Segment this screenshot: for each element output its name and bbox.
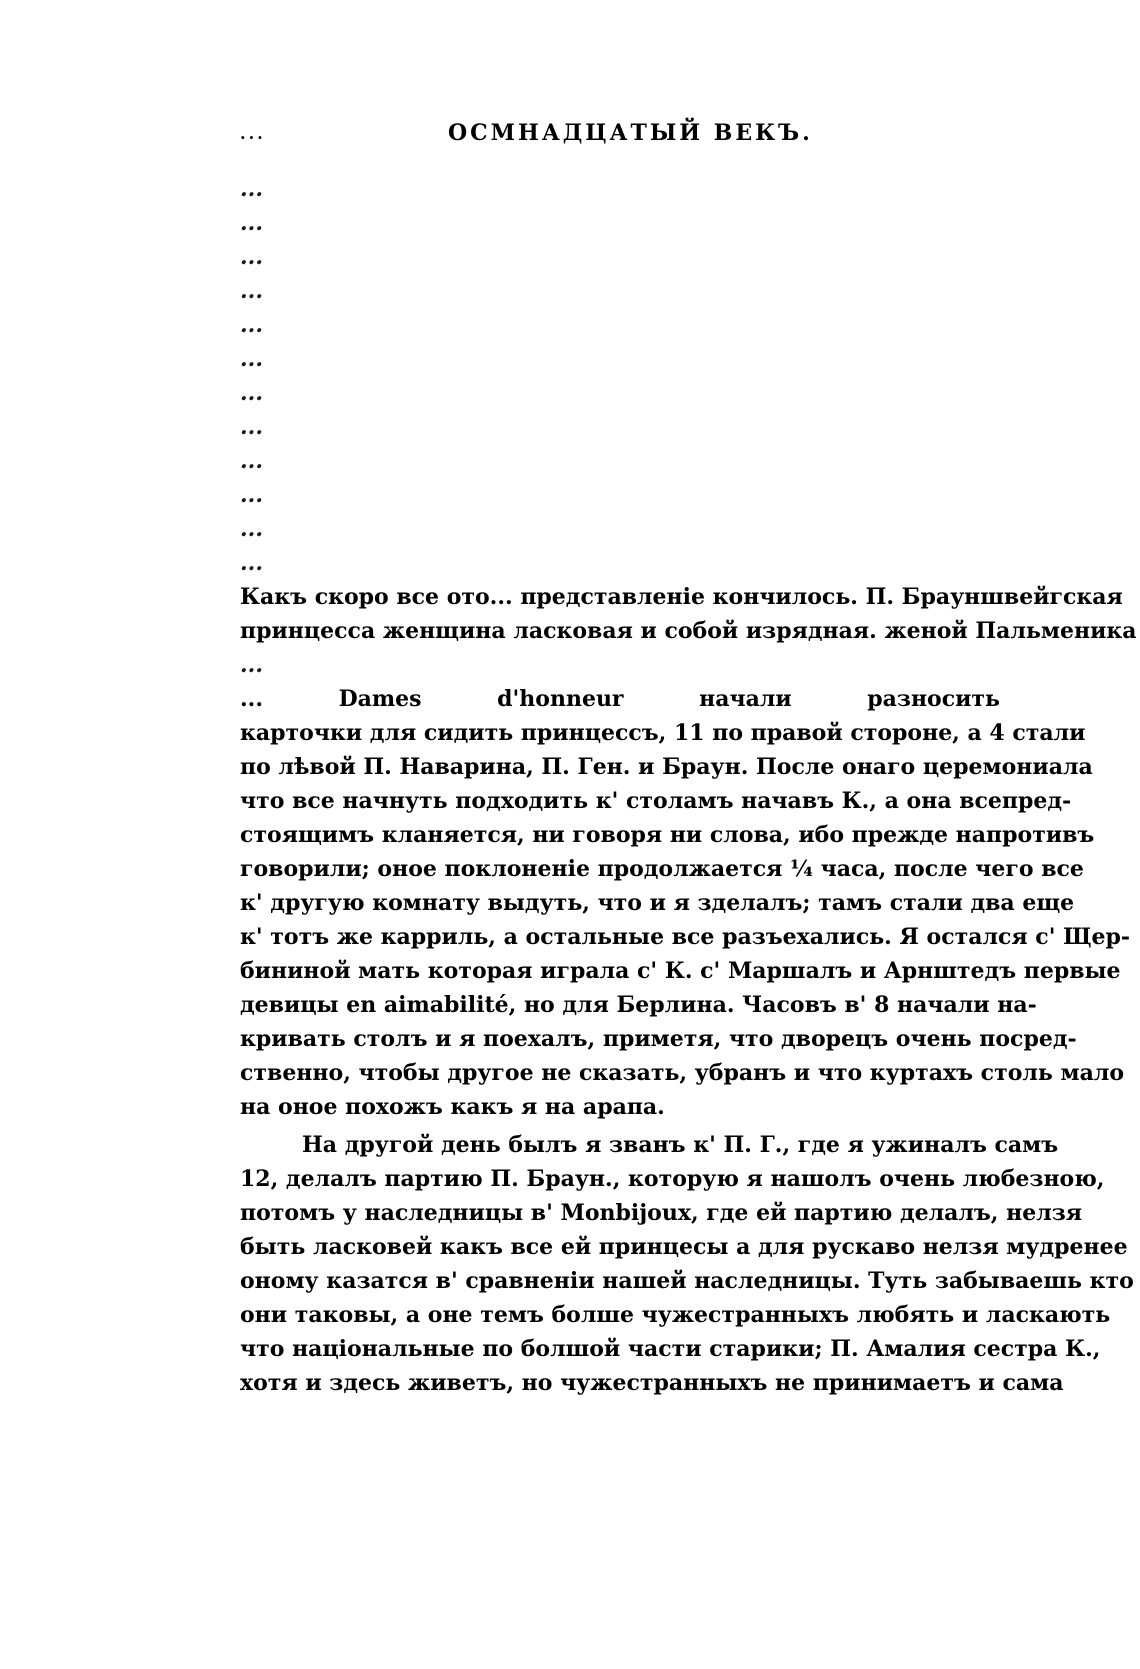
text-line: ... [240, 346, 263, 372]
text-line: принцесса женщина ласковая и собой изрядная. женой Пальменика [240, 618, 1137, 644]
text-line: по лѣвой П. Наварина, П. Ген. и Браун. После онаго церемониала [240, 754, 1093, 780]
text-line: ... [240, 550, 263, 576]
page-number: ... [240, 124, 266, 143]
text-line: оному казатся в' сравненіи нашей наследницы. Туть забываешь кто [240, 1268, 1134, 1294]
text-line: 12, делалъ партию П. Браун., которую я нашолъ очень любезною, [240, 1166, 1105, 1192]
text-line: что все начнуть подходить к' столамъ начавъ К., а она всепред- [240, 788, 1072, 814]
text-line: кривать столъ и я поехалъ, приметя, что дворецъ очень посред- [240, 1026, 1077, 1052]
text-line: что національные по болшой части старики; П. Амалия сестра К., [240, 1336, 1101, 1362]
text-line: ... [240, 414, 263, 440]
text-line: хотя и здесь живетъ, но чужестранныхъ не принимаетъ и сама [240, 1370, 1064, 1396]
text-line: к' другую комнату выдуть, что и я зделалъ; тамъ стали два еще [240, 890, 1075, 916]
text-line: бининой мать которая играла с' К. с' Маршалъ и Арнштедъ первые [240, 958, 1121, 984]
text-line: ... [240, 176, 263, 202]
text-line: ... [240, 244, 263, 270]
text-line: говорили; оное поклоненіе продолжается ¼ часа, после чего все [240, 856, 1084, 882]
running-title: ОСМНАДЦАТЫЙ ВЕКЪ. [448, 120, 813, 146]
text-line: На другой день былъ я званъ к' П. Г., где я ужиналъ самъ [302, 1132, 1059, 1158]
text-line: быть ласковей какъ все ей принцесы а для рускаво нелзя мудренее [240, 1234, 1128, 1260]
text-line: девицы en aimabilité, но для Берлина. Часовъ в' 8 начали на- [240, 992, 1037, 1018]
text-line: ... [240, 482, 263, 508]
text-line: ... [240, 448, 263, 474]
text-line: на оное похожъ какъ я на арапа. [240, 1094, 665, 1120]
text-line: ... [240, 652, 263, 678]
text-line: стоящимъ кланяется, ни говоря ни слова, ибо прежде напротивъ [240, 822, 1095, 848]
text-line: к' тотъ же карриль, а остальные все разъехались. Я остался с' Щер- [240, 924, 1131, 950]
text-line: ... [240, 312, 263, 338]
text-line: ственно, чтобы другое не сказать, убранъ и что куртахъ столь мало [240, 1060, 1125, 1086]
text-line: они таковы, а оне темъ болше чужестранныхъ любять и ласкають [240, 1302, 1111, 1328]
text-line: карточки для сидить принцессъ, 11 по правой стороне, а 4 стали [240, 720, 1086, 746]
text-line: потомъ у наследницы в' Monbijoux, где ей партию делалъ, нелзя [240, 1200, 1083, 1226]
text-line: ... [240, 516, 263, 542]
text-line: ... Dames d'honneur начали разносить [240, 686, 1000, 712]
text-line: Какъ скоро все ото... представленіе кончилось. П. Брауншвейгская [240, 584, 1123, 610]
text-line: ... [240, 210, 263, 236]
text-line: ... [240, 380, 263, 406]
text-line: ... [240, 278, 263, 304]
